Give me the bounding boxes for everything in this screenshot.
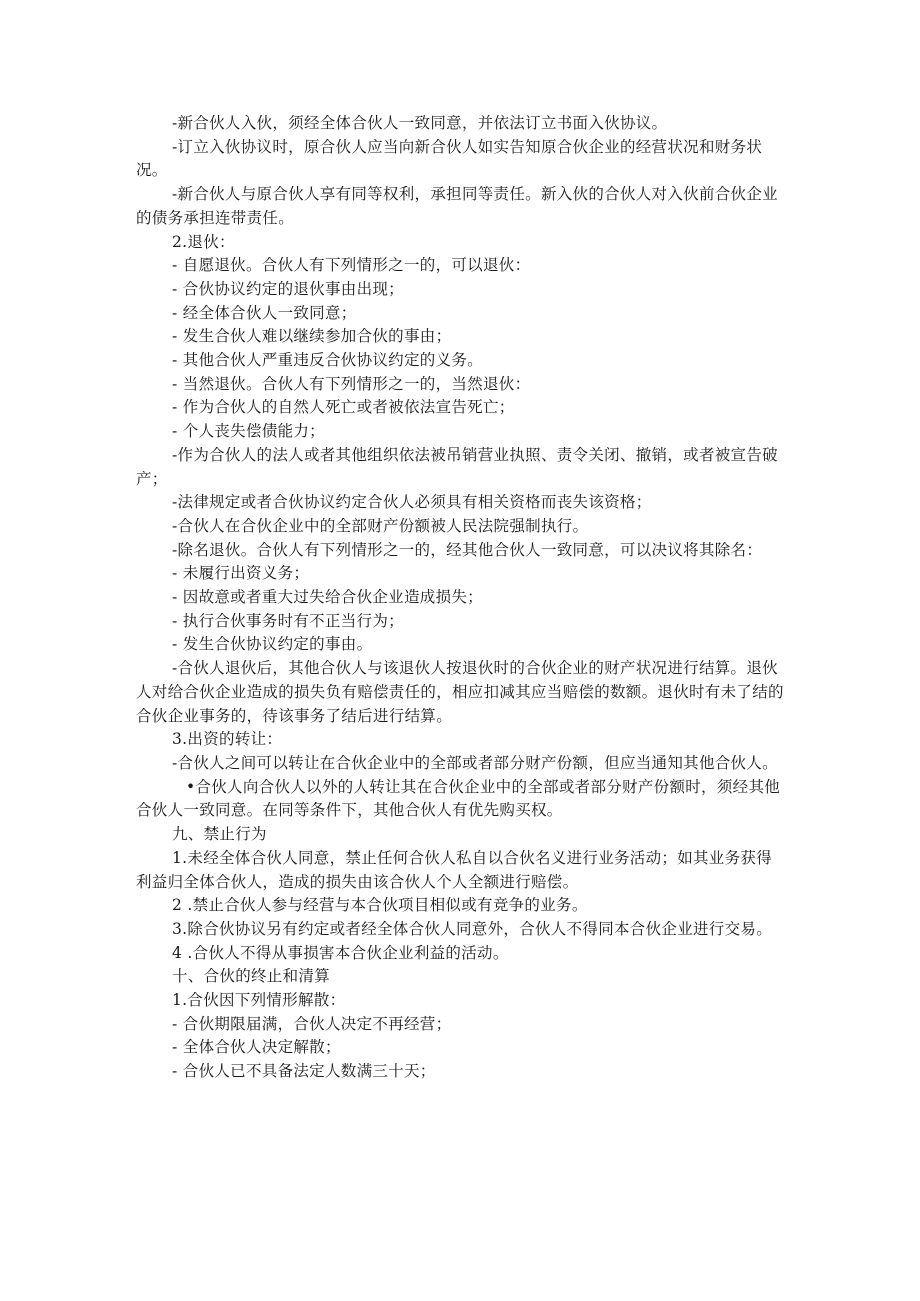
list-item: - 未履行出资义务； [172,564,310,583]
paragraph: -合伙人之间可以转让在合伙企业中的全部或者部分财产份额，但应当通知其他合伙人。 [172,753,778,772]
list-item: - 发生合伙协议约定的事由。 [172,635,373,654]
numbered-item: 1.未经全体合伙人同意，禁止任何合伙人私自以合伙名义进行业务活动；如其业务获得利益归全体合伙人，造成的损失由该合伙人个人全额进行赔偿。 [136,848,772,891]
paragraph: -新合伙人入伙，须经全体合伙人一致同意，并依法订立书面入伙协议。 [172,114,668,132]
list-item: - 全体合伙人决定解散； [172,1038,341,1057]
paragraph: •合伙人向合伙人以外的人转让其在合伙企业中的全部或者部分财产份额时，须经其他合伙人一致同意。在同等条件下，其他合伙人有优先购买权。 [136,777,781,820]
section-heading: 2.退伙： [172,232,235,251]
list-item: - 自愿退伙。合伙人有下列情形之一的，可以退伙： [172,256,531,275]
list-item: - 经全体合伙人一致同意； [172,303,357,322]
numbered-item: 1.合伙因下列情形解散： [172,991,346,1010]
list-item: - 个人丧失偿债能力； [172,422,325,441]
list-item: - 合伙协议约定的退伙事由出现； [172,279,404,298]
list-item: - 执行合伙事务时有不正当行为； [172,611,404,630]
list-item: - 因故意或者重大过失给合伙企业造成损失； [172,588,483,607]
chapter-heading: 十、合伙的终止和清算 [172,967,331,986]
list-item: - 合伙人已不具备法定人数满三十天； [172,1062,436,1081]
list-item: -合伙人在合伙企业中的全部财产份额被人民法院强制执行。 [172,516,589,535]
numbered-item: 3.除合伙协议另有约定或者经全体合伙人同意外，合伙人不得同本合伙企业进行交易。 [172,919,772,938]
list-item: -法律规定或者合伙协议约定合伙人必须具有相关资格而丧失该资格； [172,493,652,512]
list-item: - 其他合伙人严重违反合伙协议约定的义务。 [172,351,483,370]
paragraph: -新合伙人与原合伙人享有同等权利，承担同等责任。新入伙的合伙人对入伙前合伙企业的债务承担连带责任。 [136,185,778,227]
section-heading: 3.出资的转让： [172,730,283,749]
chapter-heading: 九、禁止行为 [172,825,267,844]
list-item: - 作为合伙人的自然人死亡或者被依法宣告死亡； [172,398,515,417]
list-item: -除名退伙。合伙人有下列情形之一的，经其他合伙人一致同意，可以决议将其除名： [172,540,763,559]
paragraph: -订立入伙协议时，原合伙人应当向新合伙人如实告知原合伙企业的经营状况和财务状况。 [136,137,763,180]
numbered-item: 4 .合伙人不得从事损害本合伙企业利益的活动。 [172,943,509,962]
document-body [136,112,786,1084]
list-item: - 当然退伙。合伙人有下列情形之一的，当然退伙： [172,374,531,393]
list-item: - 发生合伙人难以继续参加合伙的事由； [172,327,452,346]
paragraph: -合伙人退伙后，其他合伙人与该退伙人按退伙时的合伙企业的财产状况进行结算。退伙人对给合伙企业造成的损失负有赔偿责任的，相应扣减其应当赔偿的数额。退伙时有未了结的合伙企业事务的，待该事务了结后进行结算。 [136,659,784,725]
numbered-item: 2 .禁止合伙人参与经营与本合伙项目相似或有竞争的业务。 [172,896,588,915]
list-item: - 合伙期限届满，合伙人决定不再经营； [172,1014,452,1033]
list-item: -作为合伙人的法人或者其他组织依法被吊销营业执照、责令关闭、撤销，或者被宣告破产； [136,445,778,488]
